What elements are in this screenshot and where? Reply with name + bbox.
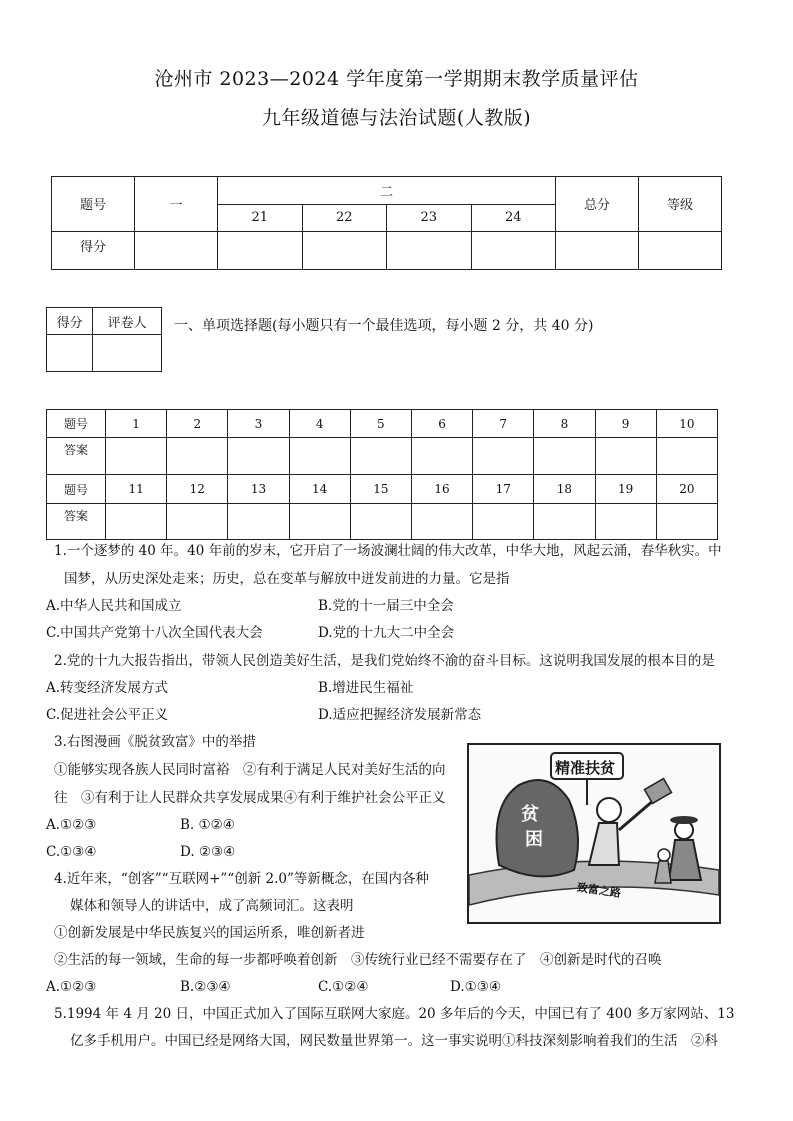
answer-cell[interactable] xyxy=(534,438,595,475)
answer-cell[interactable] xyxy=(656,438,717,475)
answer-label-tihao: 题号 xyxy=(47,475,106,503)
score-cell xyxy=(471,231,556,269)
score-label-tihao: 题号 xyxy=(52,177,135,232)
q2-stem-line1: 2.党的十九大报告指出，带领人民创造美好生活，是我们党始终不渝的奋斗目标。这说明我国发展的根本目的是 xyxy=(54,653,715,669)
answer-label-daan: 答案 xyxy=(47,503,106,539)
grader-defen-label: 得分 xyxy=(47,308,93,335)
q3-stem-line2: ①能够实现各族人民同时富裕 ②有利于满足人民对美好生活的向 xyxy=(54,762,446,778)
q1-option-b[interactable]: B.党的十一届三中全会 xyxy=(318,598,454,614)
answer-qnum: 1 xyxy=(106,410,167,438)
answer-cell[interactable] xyxy=(473,503,534,539)
answer-cell[interactable] xyxy=(350,438,411,475)
answer-qnum: 10 xyxy=(656,410,717,438)
q4-option-a[interactable]: A.①②③ xyxy=(46,979,97,995)
answer-label-tihao: 题号 xyxy=(47,410,106,438)
q4-stem-line4: ②生活的每一领域，生命的每一步都呼唤着创新 ③传统行业已经不需要存在了 ④创新是时代的召唤 xyxy=(54,952,662,968)
cartoon-tuopin-zhifu xyxy=(467,743,721,924)
grader-cell xyxy=(47,335,93,372)
answer-qnum: 12 xyxy=(167,475,228,503)
score-cell xyxy=(556,231,639,269)
score-subcol: 22 xyxy=(302,205,387,231)
score-col-grade: 等级 xyxy=(639,177,722,232)
answer-qnum: 17 xyxy=(473,475,534,503)
answer-qnum: 16 xyxy=(411,475,472,503)
score-col-yi: 一 xyxy=(135,177,218,232)
answer-qnum: 11 xyxy=(106,475,167,503)
score-cell xyxy=(302,231,387,269)
answer-table xyxy=(46,409,718,540)
answer-qnum: 3 xyxy=(228,410,289,438)
answer-qnum: 7 xyxy=(473,410,534,438)
q4-option-d[interactable]: D.①③④ xyxy=(450,979,501,995)
answer-cell[interactable] xyxy=(167,503,228,539)
section1-heading: 一、单项选择题(每小题只有一个最佳选项，每小题 2 分，共 40 分) xyxy=(174,318,594,334)
q3-option-c[interactable]: C.①③④ xyxy=(46,844,97,860)
q3-option-d[interactable]: D. ②③④ xyxy=(180,844,236,860)
q4-option-b[interactable]: B.②③④ xyxy=(180,979,231,995)
q4-stem-line2: 媒体和领导人的讲话中，成了高频词汇。这表明 xyxy=(70,898,354,914)
q3-option-a[interactable]: A.①②③ xyxy=(46,817,97,833)
score-subcol: 23 xyxy=(387,205,472,231)
grader-pingjuanren-label: 评卷人 xyxy=(93,308,162,335)
q4-option-c[interactable]: C.①②④ xyxy=(318,979,369,995)
answer-qnum: 9 xyxy=(595,410,656,438)
score-col-total: 总分 xyxy=(556,177,639,232)
answer-cell[interactable] xyxy=(106,503,167,539)
answer-cell[interactable] xyxy=(411,438,472,475)
q3-stem-line3: 往 ③有利于让人民群众共享发展成果④有利于维护社会公平正义 xyxy=(54,790,446,806)
answer-cell[interactable] xyxy=(534,503,595,539)
q5-stem-line1: 5.1994 年 4 月 20 日，中国正式加入了国际互联网大家庭。20 多年后的今天，中国已有了 400 多万家网站、13 xyxy=(54,1006,735,1022)
score-label-defen: 得分 xyxy=(52,231,135,269)
answer-qnum: 15 xyxy=(350,475,411,503)
answer-cell[interactable] xyxy=(411,503,472,539)
answer-qnum: 19 xyxy=(595,475,656,503)
answer-cell[interactable] xyxy=(106,438,167,475)
score-subcol: 21 xyxy=(218,205,303,231)
q1-option-a[interactable]: A.中华人民共和国成立 xyxy=(46,598,182,614)
grader-cell xyxy=(93,335,162,372)
q5-stem-line2: 亿多手机用户。中国已经是网络大国，网民数量世界第一。这一事实说明①科技深刻影响着我们的生活 ②科 xyxy=(70,1033,718,1049)
page-title-line1: 沧州市 2023—2024 学年度第一学期期末教学质量评估 xyxy=(154,68,639,90)
q2-option-a[interactable]: A.转变经济发展方式 xyxy=(46,680,169,696)
cartoon-sign-text: 精准扶贫 xyxy=(555,759,616,777)
score-subcol: 24 xyxy=(471,205,556,231)
q4-stem-line3: ①创新发展是中华民族复兴的国运所系，唯创新者进 xyxy=(54,925,365,941)
q2-option-c[interactable]: C.促进社会公平正义 xyxy=(46,707,169,723)
answer-qnum: 13 xyxy=(228,475,289,503)
answer-cell[interactable] xyxy=(595,438,656,475)
answer-cell[interactable] xyxy=(473,438,534,475)
answer-qnum: 20 xyxy=(656,475,717,503)
q3-stem-line1: 3.右图漫画《脱贫致富》中的举措 xyxy=(54,734,256,750)
answer-cell[interactable] xyxy=(228,438,289,475)
answer-qnum: 2 xyxy=(167,410,228,438)
score-table xyxy=(51,176,722,270)
answer-qnum: 6 xyxy=(411,410,472,438)
cartoon-rock-char2: 困 xyxy=(525,829,543,850)
cartoon-road-text: 致富之路 xyxy=(576,880,622,900)
answer-qnum: 18 xyxy=(534,475,595,503)
q1-stem-line2: 国梦，从历史深处走来；历史，总在变革与解放中迸发前进的力量。它是指 xyxy=(64,571,510,587)
score-col-er: 二 xyxy=(218,177,556,205)
q2-option-b[interactable]: B.增进民生福祉 xyxy=(318,680,414,696)
answer-cell[interactable] xyxy=(289,438,350,475)
q4-stem-line1: 4.近年来，“创客”“互联网+”“创新 2.0”等新概念，在国内各种 xyxy=(54,871,429,887)
answer-cell[interactable] xyxy=(228,503,289,539)
score-cell xyxy=(135,231,218,269)
grader-box xyxy=(46,307,162,372)
answer-cell[interactable] xyxy=(289,503,350,539)
answer-qnum: 8 xyxy=(534,410,595,438)
q3-option-b[interactable]: B. ①②④ xyxy=(180,817,235,833)
q1-option-d[interactable]: D.党的十九大二中全会 xyxy=(318,625,455,641)
page-title-line2: 九年级道德与法治试题(人教版) xyxy=(261,107,532,129)
answer-qnum: 14 xyxy=(289,475,350,503)
q1-option-c[interactable]: C.中国共产党第十八次全国代表大会 xyxy=(46,625,263,641)
answer-cell[interactable] xyxy=(350,503,411,539)
score-cell xyxy=(218,231,303,269)
answer-cell[interactable] xyxy=(167,438,228,475)
q2-option-d[interactable]: D.适应把握经济发展新常态 xyxy=(318,707,482,723)
score-cell xyxy=(639,231,722,269)
answer-qnum: 4 xyxy=(289,410,350,438)
score-cell xyxy=(387,231,472,269)
q1-stem-line1: 1.一个逐梦的 40 年。40 年前的岁末，它开启了一场波澜壮阔的伟大改革，中华大地，风起云涌，春华秋实。中 xyxy=(54,543,722,559)
answer-cell[interactable] xyxy=(595,503,656,539)
cartoon-rock-char1: 贫 xyxy=(521,804,539,825)
answer-qnum: 5 xyxy=(350,410,411,438)
answer-cell[interactable] xyxy=(656,503,717,539)
answer-label-daan: 答案 xyxy=(47,438,106,475)
